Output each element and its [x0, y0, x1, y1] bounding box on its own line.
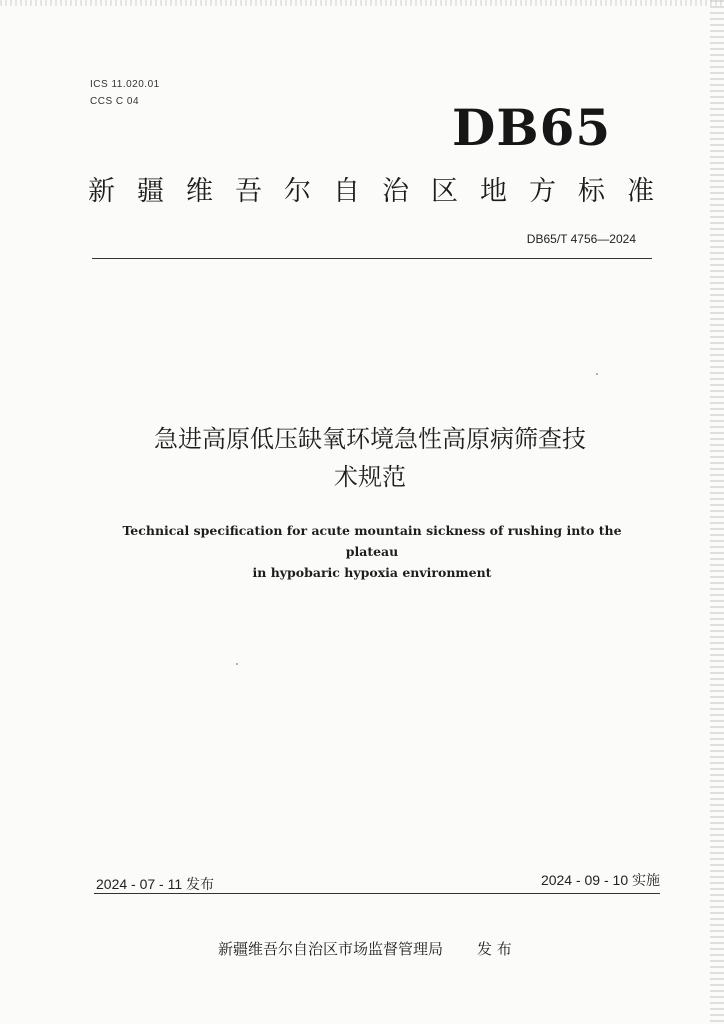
standard-type-char: 疆 — [137, 176, 164, 207]
english-title-line-1: Technical specification for acute mountain sickness of rushing into the plateau — [122, 523, 622, 559]
header-divider — [92, 258, 652, 259]
standard-type-char: 吾 — [235, 176, 262, 207]
standard-type — [88, 172, 654, 212]
footer-divider — [94, 893, 660, 894]
english-title-line-2: in hypobaric hypoxia environment — [252, 565, 492, 580]
ccs-code: CCS C 04 — [90, 96, 140, 107]
standard-type-char: 尔 — [284, 176, 311, 207]
standard-type-char: 准 — [627, 176, 654, 207]
standard-type-char: 方 — [529, 176, 556, 207]
publisher-line — [218, 938, 512, 959]
standard-type-char: 维 — [186, 176, 213, 207]
scan-edge-top — [0, 0, 724, 6]
standard-type-char: 新 — [88, 176, 115, 207]
issue-date: 2024 - 07 - 11 发布 — [96, 876, 215, 892]
publisher-name: 新疆维吾尔自治区市场监督管理局 — [218, 940, 444, 958]
scan-edge-right — [710, 0, 724, 1024]
english-title — [96, 520, 648, 583]
db65-logo: DB65 — [452, 98, 612, 157]
scan-speck — [236, 663, 238, 665]
ics-code: ICS 11.020.01 — [90, 79, 160, 90]
standard-code: DB65/T 4756—2024 — [526, 232, 636, 246]
publisher-action: 发 布 — [477, 940, 512, 958]
classification-codes — [90, 76, 160, 110]
chinese-title — [100, 420, 640, 496]
standard-type-char: 区 — [431, 176, 458, 207]
scan-speck — [596, 373, 598, 375]
implementation-date: 2024 - 09 - 10 实施 — [540, 872, 660, 888]
standard-type-char: 自 — [333, 176, 360, 207]
standard-type-char: 标 — [578, 176, 605, 207]
chinese-title-line-1: 急进高原低压缺氧环境急性高原病筛查技 — [154, 425, 586, 453]
standard-type-char: 治 — [382, 176, 409, 207]
standard-type-char: 地 — [480, 176, 507, 207]
chinese-title-line-2: 术规范 — [334, 463, 406, 491]
